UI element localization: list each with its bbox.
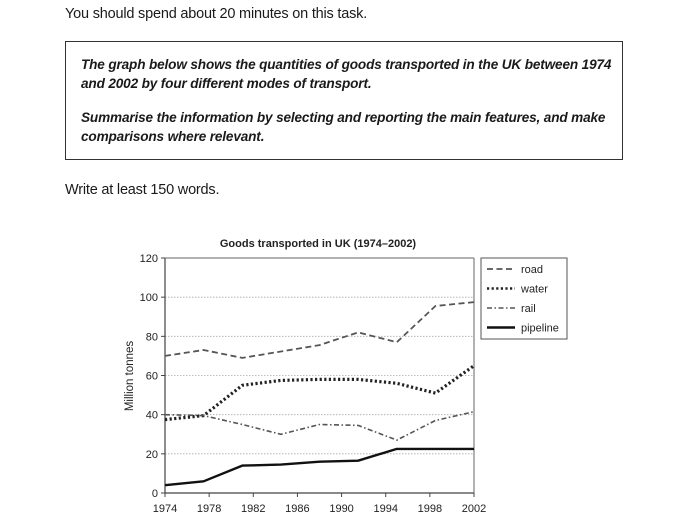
legend bbox=[481, 258, 567, 339]
word-requirement: Write at least 150 words. bbox=[65, 182, 220, 198]
series-pipeline-line bbox=[165, 449, 474, 485]
x-tick-label: 2002 bbox=[461, 503, 487, 515]
legend-label-road: road bbox=[521, 264, 544, 276]
axes bbox=[140, 253, 487, 515]
y-tick-label: 0 bbox=[151, 488, 158, 500]
x-tick-label: 1990 bbox=[329, 503, 354, 515]
x-tick-label: 1978 bbox=[196, 503, 222, 515]
time-instruction: You should spend about 20 minutes on this task. bbox=[65, 6, 368, 22]
y-tick-label: 60 bbox=[145, 370, 158, 383]
x-tick-label: 1994 bbox=[373, 503, 398, 515]
task-instruction: Summarise the information by selecting and reporting the main features, and make comparisons where relevant. bbox=[81, 110, 606, 144]
y-tick-label: 80 bbox=[145, 331, 158, 344]
x-tick-label: 1986 bbox=[285, 503, 310, 515]
data-series bbox=[165, 302, 474, 485]
chart-title: Goods transported in UK (1974–2002) bbox=[219, 238, 417, 250]
x-tick-label: 1974 bbox=[152, 503, 178, 515]
gridlines bbox=[165, 297, 474, 454]
series-rail-line bbox=[165, 412, 474, 440]
y-tick-label: 40 bbox=[145, 409, 158, 422]
legend-label-water: water bbox=[521, 283, 548, 296]
x-tick-label: 1998 bbox=[417, 503, 443, 515]
series-road-line bbox=[165, 302, 474, 358]
task-description: The graph below shows the quantities of goods transported in the UK between 1974 and 2002 by four different modes of transport. bbox=[81, 57, 612, 91]
legend-label-pipeline: pipeline bbox=[521, 322, 559, 335]
x-tick-label: 1982 bbox=[241, 503, 266, 515]
series-water-line bbox=[165, 366, 474, 420]
y-tick-label: 20 bbox=[145, 448, 158, 461]
y-tick-label: 100 bbox=[139, 292, 158, 305]
y-tick-label: 120 bbox=[139, 253, 158, 265]
y-axis-label: Million tonnes bbox=[124, 340, 136, 412]
legend-label-rail: rail bbox=[521, 303, 536, 315]
